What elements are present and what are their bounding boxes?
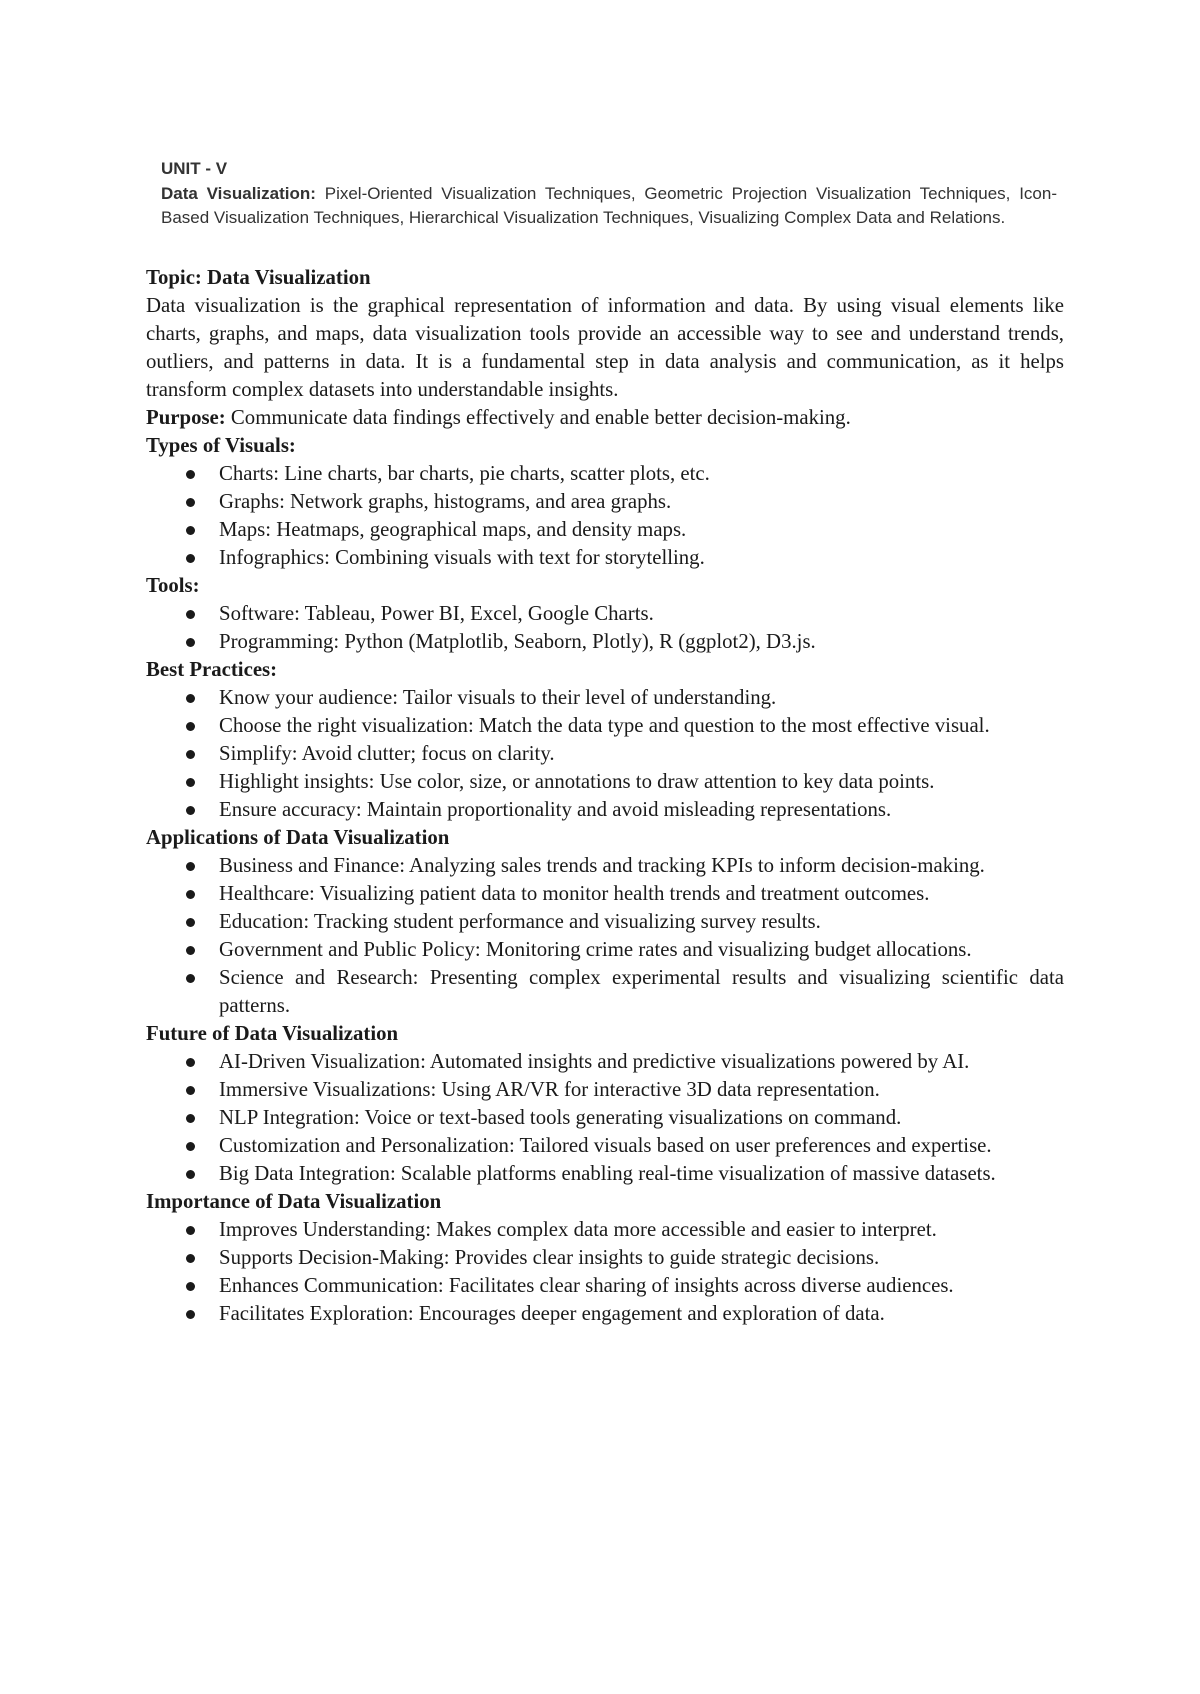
section-title-types: Types of Visuals: xyxy=(146,434,296,457)
purpose-text: Communicate data findings effectively and enable better decision-making. xyxy=(225,406,851,429)
list-importance xyxy=(146,1216,1064,1328)
unit-heading: UNIT - V xyxy=(161,159,228,178)
list-item-text: NLP Integration: Voice or text-based tools generating visualizations on command. xyxy=(219,1106,902,1129)
list-item xyxy=(146,796,1064,824)
main-content xyxy=(146,264,1064,1328)
list-item xyxy=(146,936,1064,964)
list-item xyxy=(146,908,1064,936)
list-item-text: Customization and Personalization: Tailored visuals based on user preferences and expertise. xyxy=(219,1134,992,1157)
list-item xyxy=(146,964,1064,1020)
unit-topic-label: Data Visualization: xyxy=(161,183,316,203)
list-item-text: Infographics: Combining visuals with text for storytelling. xyxy=(219,546,705,569)
bullet-icon xyxy=(186,1086,195,1095)
bullet-icon xyxy=(186,470,195,479)
bullet-icon xyxy=(186,638,195,647)
unit-syllabus-block xyxy=(161,157,1057,231)
bullet-icon xyxy=(186,1282,195,1291)
list-item xyxy=(146,1076,1064,1104)
list-item xyxy=(146,1048,1064,1076)
section-title-applications: Applications of Data Visualization xyxy=(146,826,450,849)
list-item-text: Science and Research: Presenting complex experimental results and visualizing scientific data patterns. xyxy=(219,966,1064,1017)
list-item xyxy=(146,712,1064,740)
section-title-tools: Tools: xyxy=(146,574,200,597)
bullet-icon xyxy=(186,890,195,899)
list-item xyxy=(146,880,1064,908)
list-item xyxy=(146,1300,1064,1328)
section-title-importance: Importance of Data Visualization xyxy=(146,1190,442,1213)
list-future xyxy=(146,1048,1064,1188)
bullet-icon xyxy=(186,1114,195,1123)
list-item xyxy=(146,516,1064,544)
list-best-practices xyxy=(146,684,1064,824)
bullet-icon xyxy=(186,554,195,563)
bullet-icon xyxy=(186,806,195,815)
bullet-icon xyxy=(186,694,195,703)
purpose-line xyxy=(146,404,1064,432)
list-tools xyxy=(146,600,1064,656)
list-item-text: Government and Public Policy: Monitoring crime rates and visualizing budget allocations. xyxy=(219,938,972,961)
list-item xyxy=(146,1104,1064,1132)
list-item-text: Education: Tracking student performance and visualizing survey results. xyxy=(219,910,821,933)
bullet-icon xyxy=(186,918,195,927)
list-item xyxy=(146,488,1064,516)
topic-heading: Topic: Data Visualization xyxy=(146,266,371,289)
list-item xyxy=(146,544,1064,572)
bullet-icon xyxy=(186,1254,195,1263)
list-item-text: Facilitates Exploration: Encourages deeper engagement and exploration of data. xyxy=(219,1302,885,1325)
list-item xyxy=(146,740,1064,768)
list-item xyxy=(146,600,1064,628)
list-item xyxy=(146,628,1064,656)
list-item-text: Software: Tableau, Power BI, Excel, Google Charts. xyxy=(219,602,654,625)
bullet-icon xyxy=(186,778,195,787)
bullet-icon xyxy=(186,862,195,871)
list-item-text: Programming: Python (Matplotlib, Seaborn, Plotly), R (ggplot2), D3.js. xyxy=(219,630,816,653)
list-item-text: Choose the right visualization: Match the data type and question to the most effective visual. xyxy=(219,714,990,737)
list-item xyxy=(146,1244,1064,1272)
list-item-text: Healthcare: Visualizing patient data to monitor health trends and treatment outcomes. xyxy=(219,882,930,905)
list-item-text: Big Data Integration: Scalable platforms enabling real-time visualization of massive datasets. xyxy=(219,1162,996,1185)
list-item-text: Know your audience: Tailor visuals to their level of understanding. xyxy=(219,686,777,709)
list-item-text: Enhances Communication: Facilitates clear sharing of insights across diverse audiences. xyxy=(219,1274,954,1297)
bullet-icon xyxy=(186,610,195,619)
unit-syllabus-text xyxy=(161,182,1057,231)
list-item-text: Business and Finance: Analyzing sales trends and tracking KPIs to inform decision-making. xyxy=(219,854,985,877)
intro-paragraph: Data visualization is the graphical representation of information and data. By using visual elements like charts, graphs, and maps, data visualization tools provide an accessible way to see and understand trends, outliers, and patterns in data. It is a fundamental step in data analysis and communication, as it helps transform complex datasets into understandable insights. xyxy=(146,294,1064,401)
list-item-text: Immersive Visualizations: Using AR/VR for interactive 3D data representation. xyxy=(219,1078,880,1101)
list-item-text: Charts: Line charts, bar charts, pie charts, scatter plots, etc. xyxy=(219,462,710,485)
list-item xyxy=(146,1272,1064,1300)
unit-topic-text: Pixel-Oriented Visualization Techniques, Geometric Projection Visualization Techniques, Icon-Based Visualization Techniques, Hierarchical Visualization Techniques, Visualizing Complex Data and Relations. xyxy=(161,183,1057,227)
bullet-icon xyxy=(186,1058,195,1067)
list-item xyxy=(146,684,1064,712)
bullet-icon xyxy=(186,498,195,507)
purpose-label: Purpose: xyxy=(146,406,226,429)
bullet-icon xyxy=(186,750,195,759)
list-item-text: Ensure accuracy: Maintain proportionality and avoid misleading representations. xyxy=(219,798,892,821)
bullet-icon xyxy=(186,1170,195,1179)
list-item-text: Highlight insights: Use color, size, or annotations to draw attention to key data points. xyxy=(219,770,935,793)
bullet-icon xyxy=(186,946,195,955)
list-item-text: Simplify: Avoid clutter; focus on clarity. xyxy=(219,742,555,765)
section-title-future: Future of Data Visualization xyxy=(146,1022,399,1045)
list-item-text: Supports Decision-Making: Provides clear insights to guide strategic decisions. xyxy=(219,1246,880,1269)
list-item xyxy=(146,460,1064,488)
bullet-icon xyxy=(186,974,195,983)
list-item xyxy=(146,768,1064,796)
list-item xyxy=(146,1216,1064,1244)
list-types xyxy=(146,460,1064,572)
list-item xyxy=(146,1160,1064,1188)
list-item-text: AI-Driven Visualization: Automated insights and predictive visualizations powered by AI. xyxy=(219,1050,970,1073)
list-item-text: Maps: Heatmaps, geographical maps, and density maps. xyxy=(219,518,687,541)
list-item xyxy=(146,852,1064,880)
list-item-text: Improves Understanding: Makes complex data more accessible and easier to interpret. xyxy=(219,1218,937,1241)
bullet-icon xyxy=(186,526,195,535)
section-title-best-practices: Best Practices: xyxy=(146,658,278,681)
bullet-icon xyxy=(186,722,195,731)
list-applications xyxy=(146,852,1064,1020)
list-item xyxy=(146,1132,1064,1160)
bullet-icon xyxy=(186,1142,195,1151)
list-item-text: Graphs: Network graphs, histograms, and area graphs. xyxy=(219,490,672,513)
bullet-icon xyxy=(186,1310,195,1319)
bullet-icon xyxy=(186,1226,195,1235)
